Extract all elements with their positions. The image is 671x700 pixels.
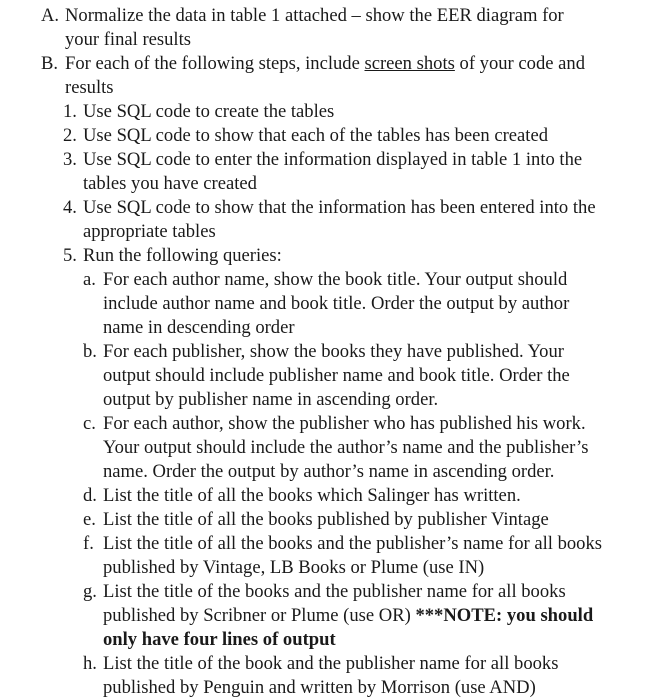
query-e-line-1: List the title of all the books published by publisher Vintage bbox=[103, 509, 549, 530]
step-5-number: 5. bbox=[63, 245, 77, 266]
query-c-letter: c. bbox=[83, 413, 96, 434]
query-d-line-1: List the title of all the books which Salinger has written. bbox=[103, 485, 521, 506]
query-h-letter: h. bbox=[83, 653, 97, 674]
query-b-line-1: For each publisher, show the books they have published. Your bbox=[103, 341, 564, 362]
step-3-number: 3. bbox=[63, 149, 77, 170]
item-a-line-1: Normalize the data in table 1 attached – show the EER diagram for bbox=[65, 5, 564, 26]
query-a-line-3: name in descending order bbox=[103, 317, 295, 338]
step-2-number: 2. bbox=[63, 125, 77, 146]
item-b-line-1 bbox=[65, 52, 585, 76]
step-1-number: 1. bbox=[63, 101, 77, 122]
query-d-letter: d. bbox=[83, 485, 97, 506]
query-b-line-2: output should include publisher name and book title. Order the bbox=[103, 365, 570, 386]
query-h-line-1: List the title of the book and the publisher name for all books bbox=[103, 653, 559, 674]
query-f-line-1: List the title of all the books and the publisher’s name for all books bbox=[103, 533, 603, 554]
query-c-line-3: name. Order the output by author’s name in ascending order. bbox=[103, 461, 555, 482]
query-g-line-2-pre: published by Scribner or Plume (use OR) bbox=[103, 605, 416, 626]
query-g-letter: g. bbox=[83, 581, 97, 602]
query-f-letter: f. bbox=[83, 533, 94, 554]
step-4-line-2: appropriate tables bbox=[83, 221, 216, 242]
step-4-line-1: Use SQL code to show that the information has been entered into the bbox=[83, 197, 596, 218]
query-c-line-1: For each author, show the publisher who has published his work. bbox=[103, 413, 586, 434]
step-2-text: Use SQL code to show that each of the tables has been created bbox=[83, 125, 549, 146]
query-b-letter: b. bbox=[83, 341, 97, 362]
step-5-text: Run the following queries: bbox=[83, 245, 282, 266]
query-a-letter: a. bbox=[83, 269, 96, 290]
query-e-letter: e. bbox=[83, 509, 96, 530]
query-a-line-2: include author name and book title. Order the output by author bbox=[103, 293, 570, 314]
item-b-line-1-post: of your code and bbox=[454, 53, 585, 74]
step-4-number: 4. bbox=[63, 197, 77, 218]
item-a-label: A. bbox=[41, 5, 60, 26]
query-g-line-2 bbox=[103, 604, 593, 628]
step-3-line-1: Use SQL code to enter the information displayed in table 1 into the bbox=[83, 149, 583, 170]
query-b-line-3: output by publisher name in ascending order. bbox=[103, 389, 439, 410]
item-b-line-1-pre: For each of the following steps, include bbox=[65, 53, 365, 74]
step-1-text: Use SQL code to create the tables bbox=[83, 101, 335, 122]
query-g-note-bold: ***NOTE: you should bbox=[415, 605, 594, 626]
item-b-line-2: results bbox=[65, 77, 114, 98]
query-f-line-2: published by Vintage, LB Books or Plume (use IN) bbox=[103, 557, 485, 578]
query-g-line-1: List the title of the books and the publisher name for all books bbox=[103, 581, 566, 602]
step-3-line-2: tables you have created bbox=[83, 173, 257, 194]
item-a-line-2: your final results bbox=[65, 29, 191, 50]
item-b-label: B. bbox=[41, 53, 59, 74]
query-a-line-1: For each author name, show the book title. Your output should bbox=[103, 269, 568, 290]
query-c-line-2: Your output should include the author’s name and the publisher’s bbox=[103, 437, 589, 458]
screen-shots-underlined: screen shots bbox=[364, 53, 455, 74]
query-h-line-2: published by Penguin and written by Morrison (use AND) bbox=[103, 677, 536, 698]
query-g-line-3-bold: only have four lines of output bbox=[103, 629, 336, 650]
